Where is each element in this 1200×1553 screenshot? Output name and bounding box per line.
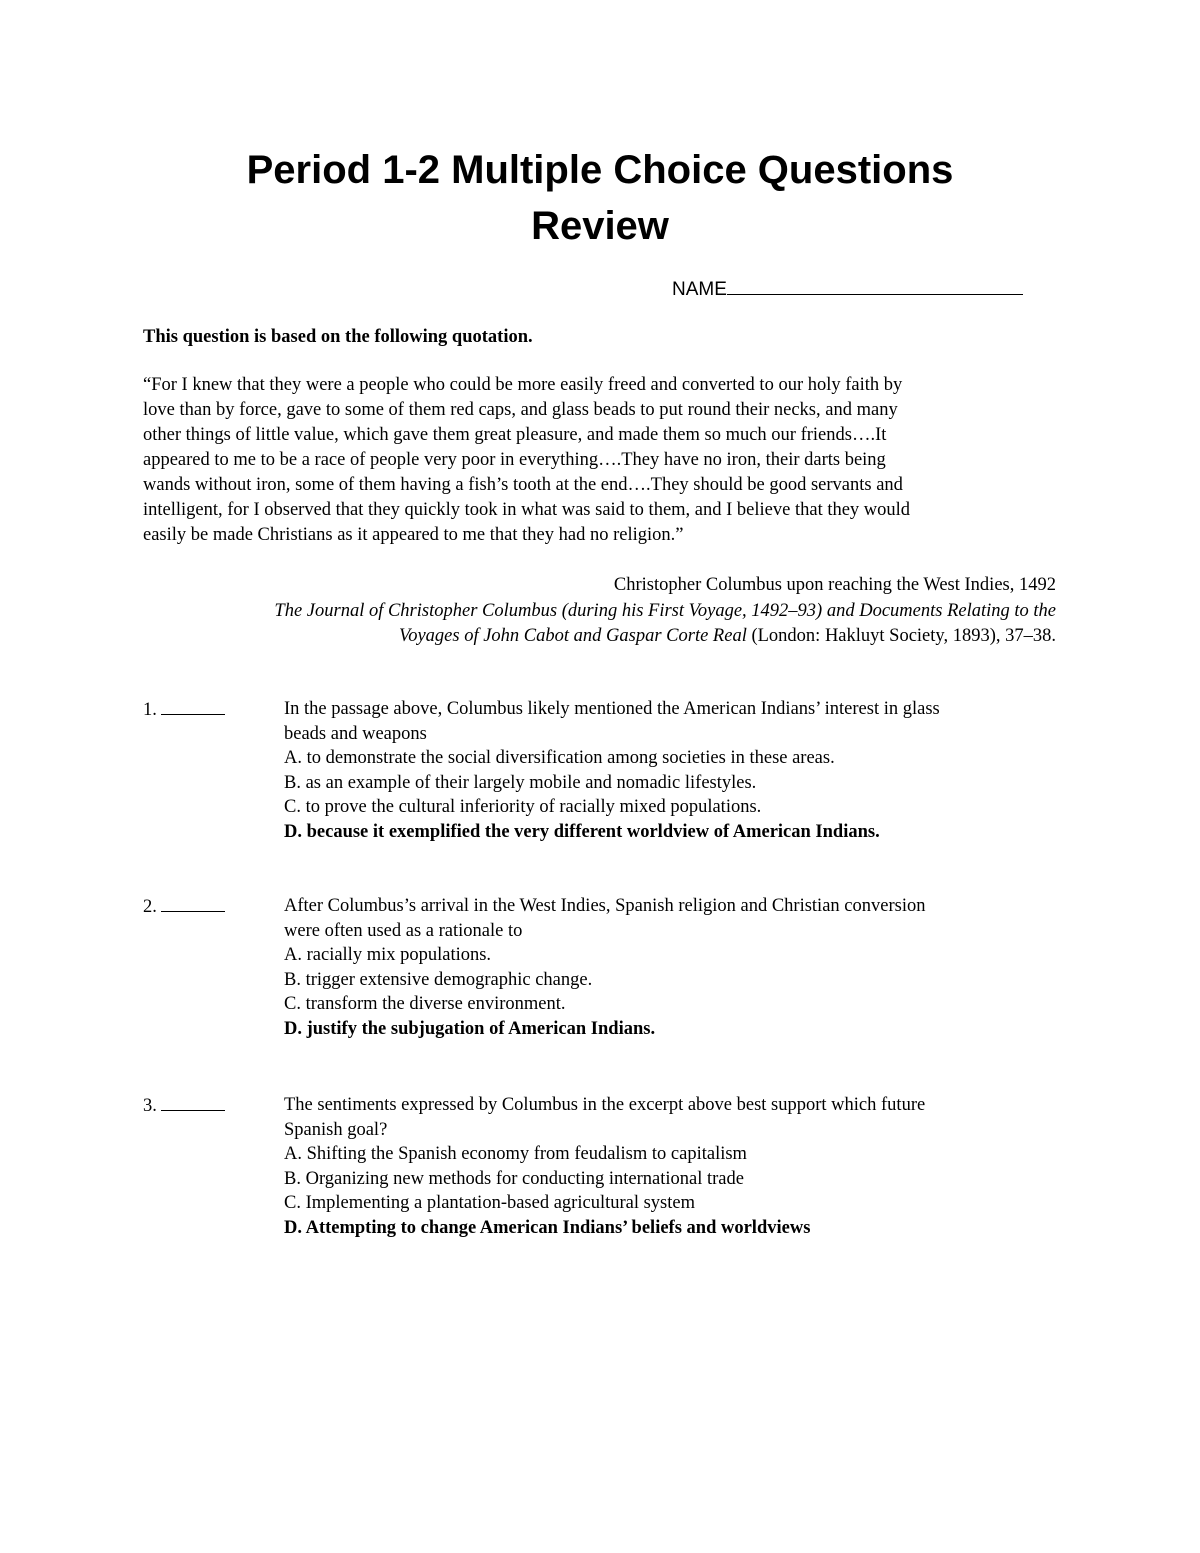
quotation-citation <box>274 573 1056 650</box>
question-number-label: 1. <box>143 700 157 720</box>
page-title: Period 1-2 Multiple Choice Questions <box>246 148 954 192</box>
question-number <box>143 697 225 723</box>
citation-source-title-continued: Voyages of John Cabot and Gaspar Corte Real <box>398 626 747 646</box>
question-stem: In the passage above, Columbus likely mentioned the American Indians’ interest in glass <box>284 699 940 719</box>
answer-option-d-correct: D. justify the subjugation of American Indians. <box>284 1018 656 1039</box>
question-stem: were often used as a rationale to <box>284 920 523 941</box>
question-number-label: 2. <box>143 897 157 917</box>
page-title-continued: Review <box>531 204 669 248</box>
citation-publication-line <box>274 624 1056 650</box>
quote-line: “For I knew that they were a people who could be more easily freed and converted to our holy faith by <box>143 375 903 395</box>
question-stem: The sentiments expressed by Columbus in the excerpt above best support which future <box>284 1095 926 1115</box>
question-number <box>143 1093 225 1119</box>
question-stem: beads and weapons <box>284 723 427 744</box>
answer-blank <box>161 1093 225 1111</box>
answer-option-d-correct: D. because it exemplified the very different worldview of American Indians. <box>284 821 880 842</box>
question-body <box>284 697 1074 844</box>
name-field <box>672 276 1023 303</box>
name-blank-line <box>727 276 1023 295</box>
quote-line: intelligent, for I observed that they quickly took in what was said to them, and I believe that they would <box>143 500 911 520</box>
quote-line: appeared to me to be a race of people very poor in everything….They have no iron, their darts being <box>143 450 886 470</box>
answer-option-c: C. transform the diverse environment. <box>284 994 566 1014</box>
name-label: NAME <box>672 279 727 300</box>
quotation-intro: This question is based on the following quotation. <box>143 327 533 347</box>
quote-line: easily be made Christians as it appeared to me that they had no religion.” <box>143 525 684 545</box>
answer-option-a: A. racially mix populations. <box>284 945 492 965</box>
columbus-quotation <box>143 373 1063 548</box>
question-body <box>284 894 1074 1041</box>
answer-option-b: B. trigger extensive demographic change. <box>284 969 593 990</box>
answer-option-a: A. to demonstrate the social diversification among societies in these areas. <box>284 748 835 768</box>
answer-option-c: C. to prove the cultural inferiority of racially mixed populations. <box>284 797 762 817</box>
citation-publisher: (London: Hakluyt Society, 1893), 37–38. <box>746 626 1056 646</box>
answer-option-b: B. as an example of their largely mobile and nomadic lifestyles. <box>284 772 757 793</box>
answer-blank <box>161 697 225 715</box>
answer-option-c: C. Implementing a plantation-based agricultural system <box>284 1193 696 1213</box>
citation-author-line: Christopher Columbus upon reaching the West Indies, 1492 <box>613 575 1056 595</box>
answer-blank <box>161 894 225 912</box>
question-stem: Spanish goal? <box>284 1119 388 1140</box>
quote-line: other things of little value, which gave them great pleasure, and made them so much our friends….It <box>143 425 887 445</box>
question-number-label: 3. <box>143 1096 157 1116</box>
answer-option-b: B. Organizing new methods for conducting international trade <box>284 1168 744 1189</box>
citation-source-title: The Journal of Christopher Columbus (during his First Voyage, 1492–93) and Documents Relating to the <box>274 600 1056 621</box>
quote-line: love than by force, gave to some of them red caps, and glass beads to put round their necks, and many <box>143 400 898 420</box>
question-stem: After Columbus’s arrival in the West Indies, Spanish religion and Christian conversion <box>284 896 926 916</box>
answer-option-a: A. Shifting the Spanish economy from feudalism to capitalism <box>284 1144 747 1164</box>
answer-option-d-correct: D. Attempting to change American Indians’ beliefs and worldviews <box>284 1217 811 1238</box>
citation-source-line <box>274 599 1056 625</box>
quote-line: wands without iron, some of them having a fish’s tooth at the end….They should be good servants and <box>143 475 903 495</box>
question-number <box>143 894 225 920</box>
question-body <box>284 1093 1074 1240</box>
